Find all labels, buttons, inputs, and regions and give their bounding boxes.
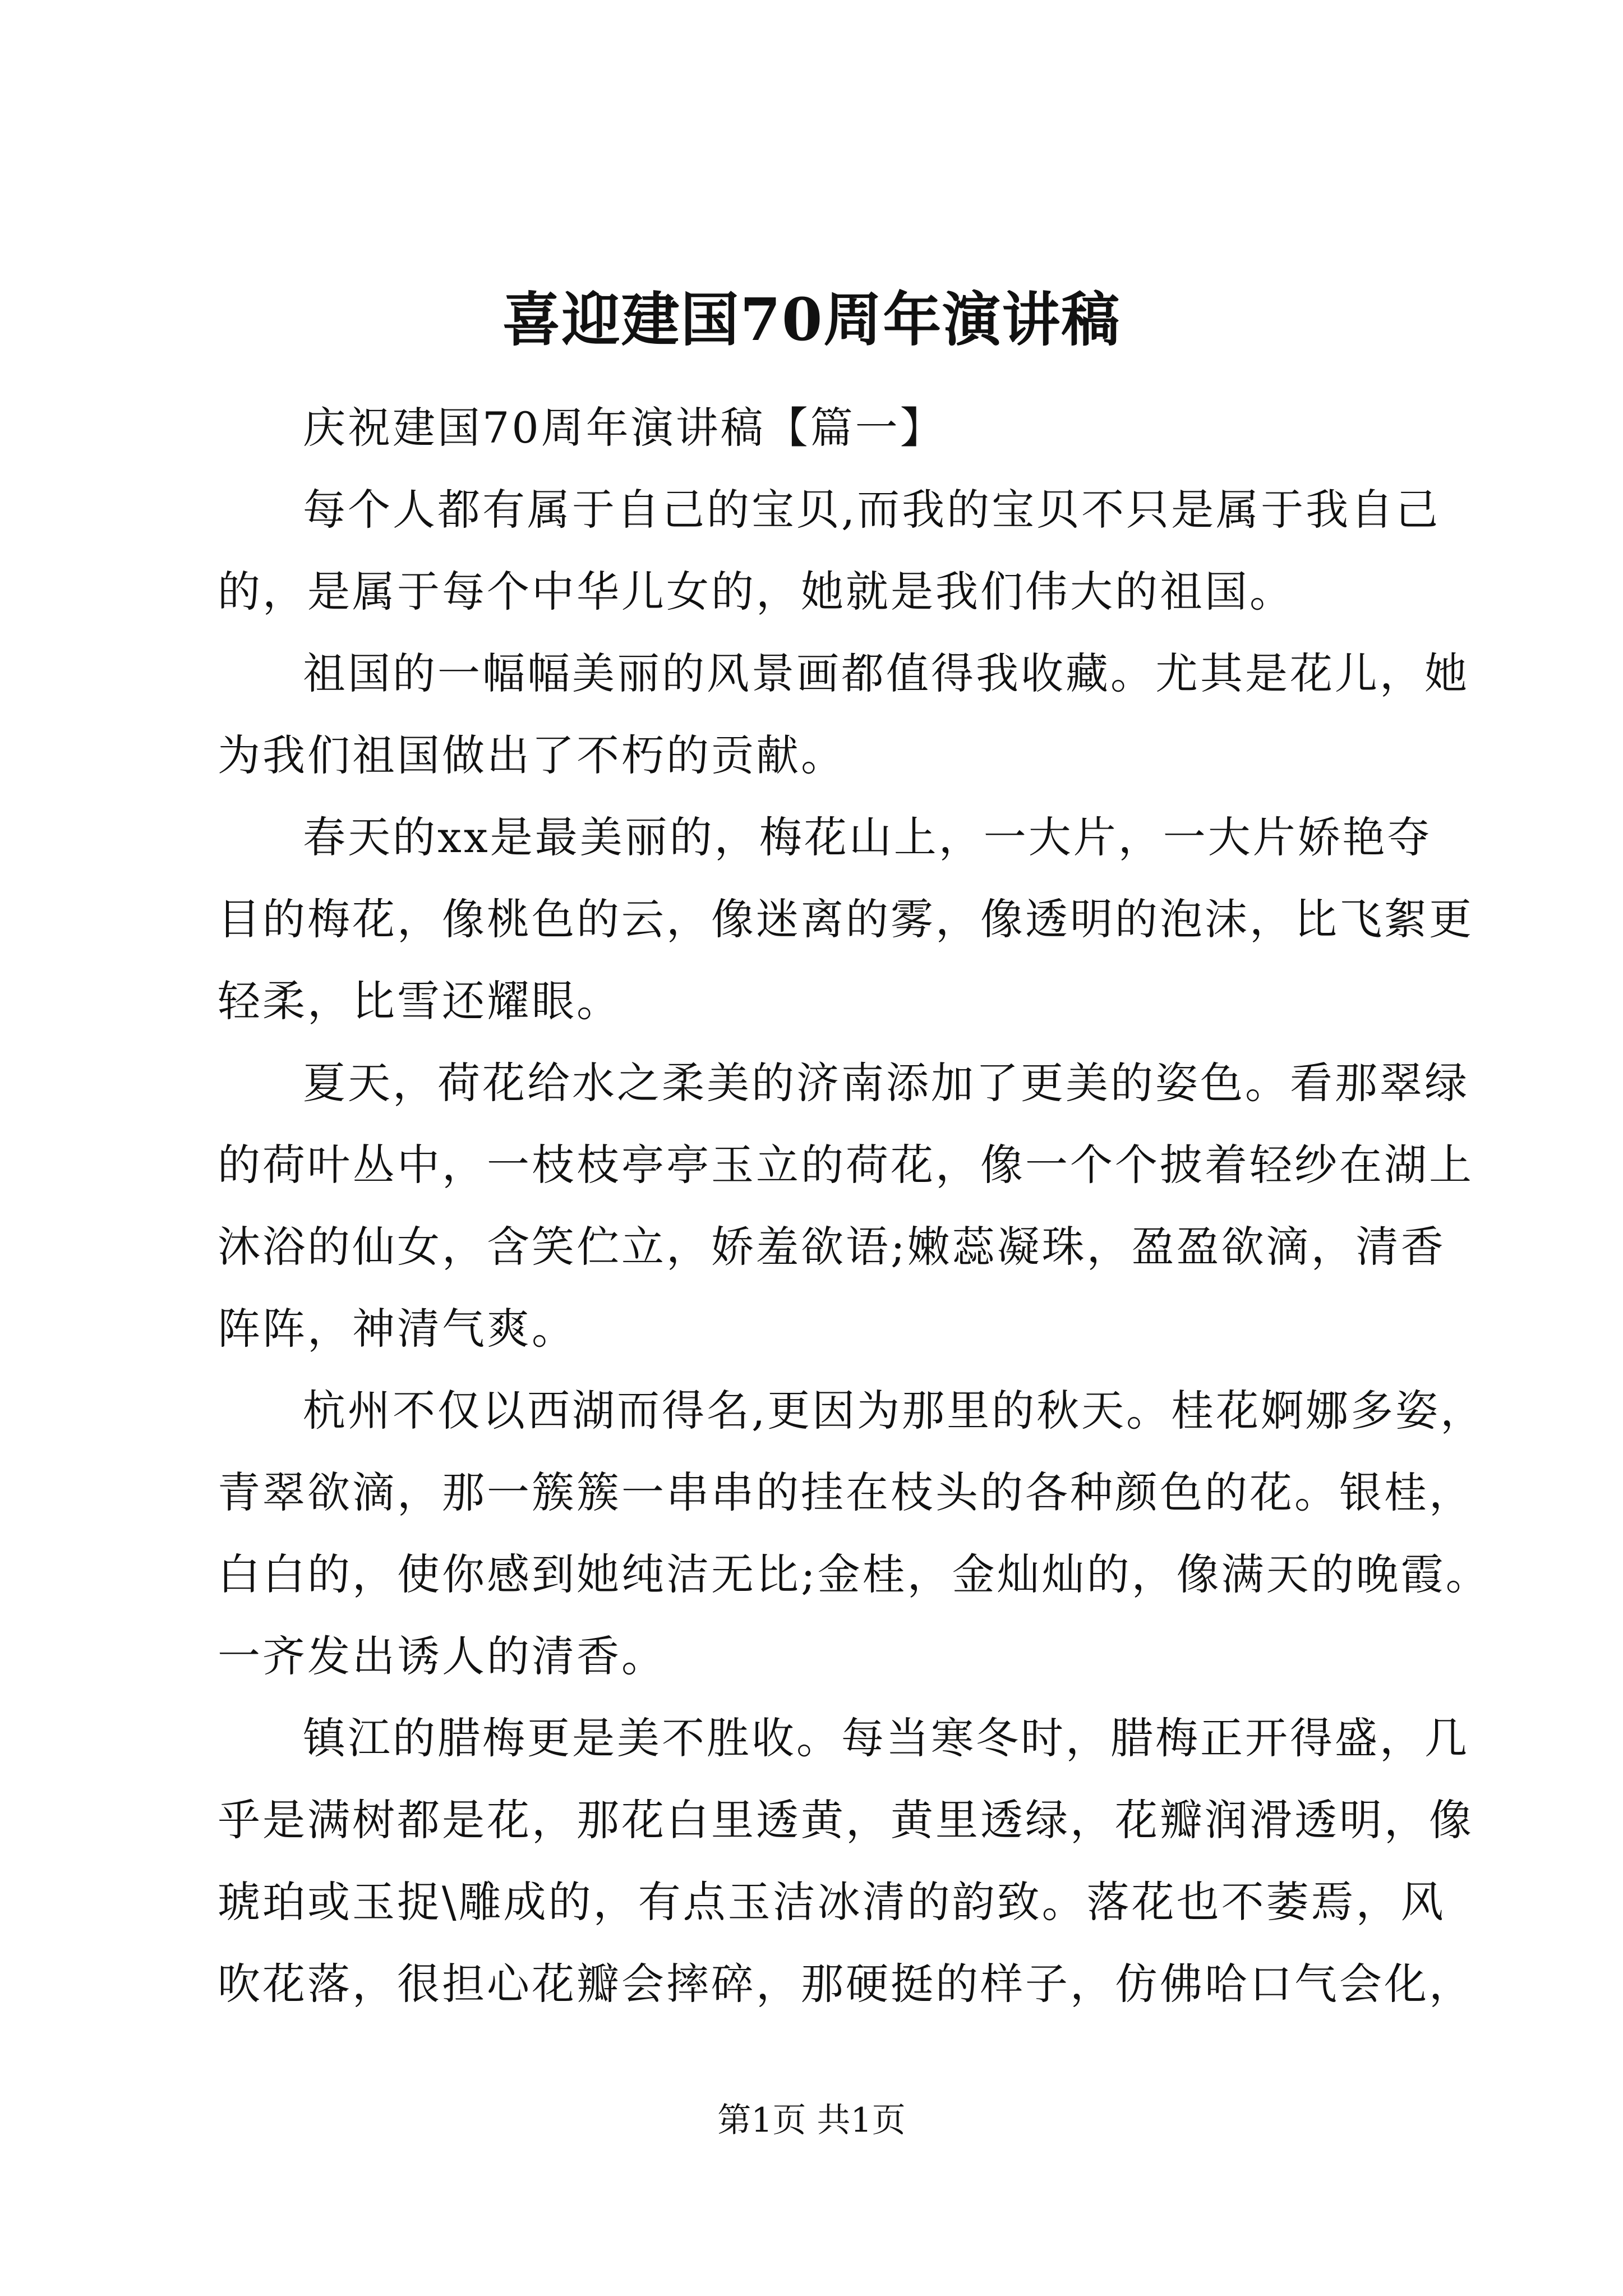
text-line: 镇江的腊梅更是美不胜收。每当寒冬时，腊梅正开得盛，几 [303, 1713, 1469, 1763]
text-line: 白白的，使你感到她纯洁无比;金桂，金灿灿的，像满天的晚霞。 [218, 1549, 1491, 1599]
paragraph [218, 797, 1474, 1042]
document-body [218, 387, 1491, 2025]
text-line: 杭州不仅以西湖而得名,更因为那里的秋天。桂花婀娜多姿， [303, 1386, 1486, 1435]
text-line: 琥珀或玉捉\雕成的，有点玉洁冰清的韵致。落花也不萎焉，风 [218, 1877, 1446, 1927]
document-title: 喜迎建国70周年演讲稿 [502, 285, 1121, 354]
text-line: 的荷叶丛中，一枝枝亭亭玉立的荷花，像一个个披着轻纱在湖上 [218, 1140, 1474, 1190]
text-line: 轻柔，比雪还耀眼。 [218, 976, 621, 1026]
text-line: 一齐发出诱人的清香。 [218, 1631, 666, 1681]
text-line: 目的梅花，像桃色的云，像迷离的雾，像透明的泡沫，比飞絮更 [218, 894, 1474, 944]
paragraph [218, 1370, 1491, 1697]
text-line: 为我们祖国做出了不朽的贡献。 [218, 730, 846, 780]
text-line: 春天的xx是最美丽的，梅花山上，一大片，一大片娇艳夺 [303, 812, 1432, 862]
text-line: 沐浴的仙女，含笑伫立，娇羞欲语;嫩蕊凝珠，盈盈欲滴，清香 [218, 1222, 1446, 1272]
text-line: 吹花落，很担心花瓣会摔碎，那硬挺的样子，仿佛哈口气会化， [218, 1959, 1474, 2009]
paragraph [218, 1697, 1474, 2025]
paragraph [218, 633, 1469, 797]
text-line: 祖国的一幅幅美丽的风景画都值得我收藏。尤其是花儿，她 [303, 648, 1469, 698]
text-line: 夏天，荷花给水之柔美的济南添加了更美的姿色。看那翠绿 [303, 1058, 1469, 1108]
page-footer: 第1页 共1页 [717, 2101, 906, 2140]
text-line: 青翠欲滴，那一簇簇一串串的挂在枝头的各种颜色的花。银桂， [218, 1467, 1474, 1517]
paragraph [218, 469, 1441, 633]
paragraph-heading [218, 387, 1418, 469]
text-line: 庆祝建国70周年演讲稿【篇一】 [303, 403, 945, 453]
text-line: 的，是属于每个中华儿女的，她就是我们伟大的祖国。 [218, 567, 1294, 616]
text-line: 每个人都有属于自己的宝贝,而我的宝贝不只是属于我自己 [303, 485, 1441, 535]
text-line: 乎是满树都是花，那花白里透黄，黄里透绿，花瓣润滑透明，像 [218, 1795, 1474, 1845]
text-line: 阵阵，神清气爽。 [218, 1304, 577, 1354]
paragraph [218, 1042, 1474, 1370]
